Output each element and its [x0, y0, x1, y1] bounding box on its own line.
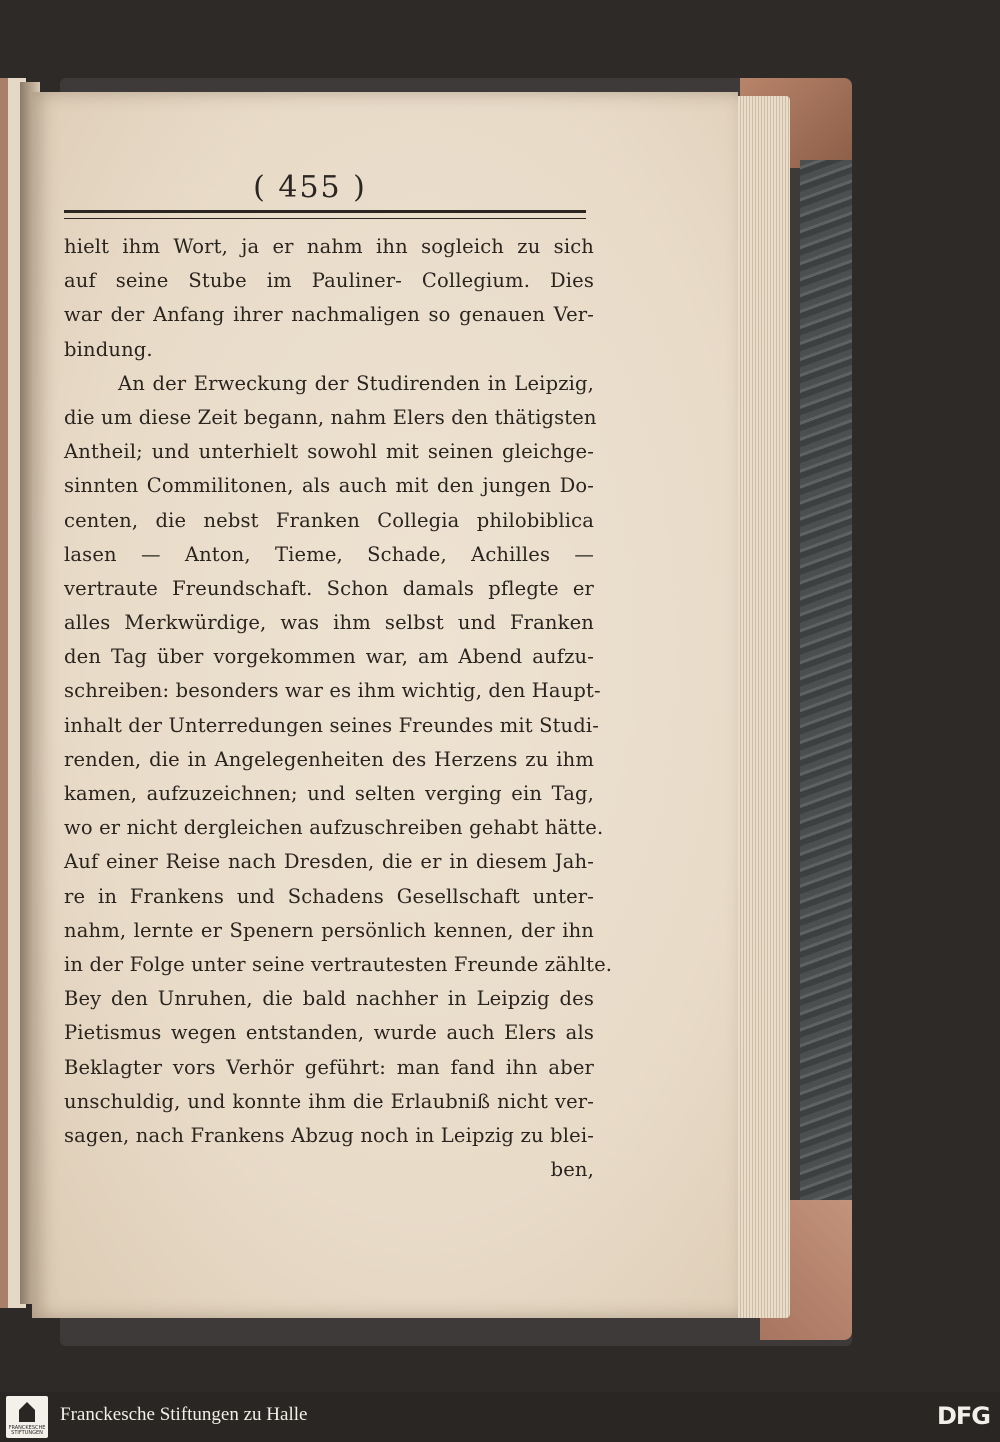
text-line: vertraute Freundschaft. Schon damals pflegte er [64, 576, 594, 600]
text-line: Bey den Unruhen, die bald nachher in Leipzig des [64, 987, 594, 1011]
text-line: bindung. [64, 337, 153, 361]
text-line: Pietismus wegen entstanden, wurde auch Elers als [64, 1021, 594, 1045]
text-line: Antheil; und unterhielt sowohl mit seinen gleichge- [64, 440, 594, 464]
text-line: renden, die in Angelegenheiten des Herzens zu ihm [64, 747, 594, 771]
page-number: ( 455 ) [253, 170, 367, 205]
text-line: hielt ihm Wort, ja er nahm ihn sogleich zu sich [64, 235, 594, 258]
text-line: war der Anfang ihrer nachmaligen so genauen Ver- [64, 303, 594, 327]
text-line: nahm, lernte er Spenern persönlich kennen, der ihn [64, 918, 594, 942]
franckesche-stiftungen-logo[interactable] [6, 1396, 48, 1438]
body-text [64, 230, 613, 1187]
text-line: An der Erweckung der Studirenden in Leipzig, [118, 371, 594, 395]
text-line: lasen — Anton, Tieme, Schade, Achilles — [64, 542, 594, 566]
text-line: schreiben: besonders war es ihm wichtig, den Haupt- [64, 679, 601, 703]
text-line: inhalt der Unterredungen seines Freundes mit Studi- [64, 713, 600, 737]
dfg-logo[interactable]: DFG [936, 1402, 990, 1430]
text-line: centen, die nebst Franken Collegia philobiblica [64, 508, 594, 532]
text-line: kamen, aufzuzeichnen; und selten verging ein Tag, [64, 782, 594, 805]
text-line: wo er nicht dergleichen aufzuschreiben gehabt hätte. [64, 816, 604, 840]
text-line: auf seine Stube im Pauliner- Collegium. Dies [64, 269, 594, 293]
text-line: Auf einer Reise nach Dresden, die er in diesem Jah- [64, 850, 594, 874]
text-line: re in Frankens und Schadens Gesellschaft unter- [64, 884, 594, 908]
text-line: sagen, nach Frankens Abzug noch in Leipzig zu blei- [64, 1123, 594, 1147]
text-line: in der Folge unter seine vertrautesten Freunde zählte. [64, 952, 613, 976]
catchword: ben, [550, 1158, 594, 1182]
text-line: die um diese Zeit begann, nahm Elers den thätigsten [64, 405, 597, 429]
text-line: alles Merkwürdige, was ihm selbst und Franken [64, 611, 594, 635]
building-icon [19, 1402, 35, 1422]
header-rule [64, 210, 586, 219]
marbled-cover-edge [800, 160, 852, 1220]
institution-name: Franckesche Stiftungen zu Halle [60, 1404, 308, 1425]
text-line: den Tag über vorgekommen war, am Abend aufzu- [64, 645, 594, 669]
text-line: Beklagter vors Verhör geführt: man fand ihn aber [64, 1055, 594, 1079]
logo-text: FRANCKESCHE STIFTUNGEN [8, 1425, 46, 1436]
text-line: sinnten Commilitonen, als auch mit den jungen Do- [64, 474, 594, 498]
viewer-footer [0, 1392, 1000, 1442]
text-line: unschuldig, und konnte ihm die Erlaubniß nicht ver- [64, 1089, 594, 1113]
